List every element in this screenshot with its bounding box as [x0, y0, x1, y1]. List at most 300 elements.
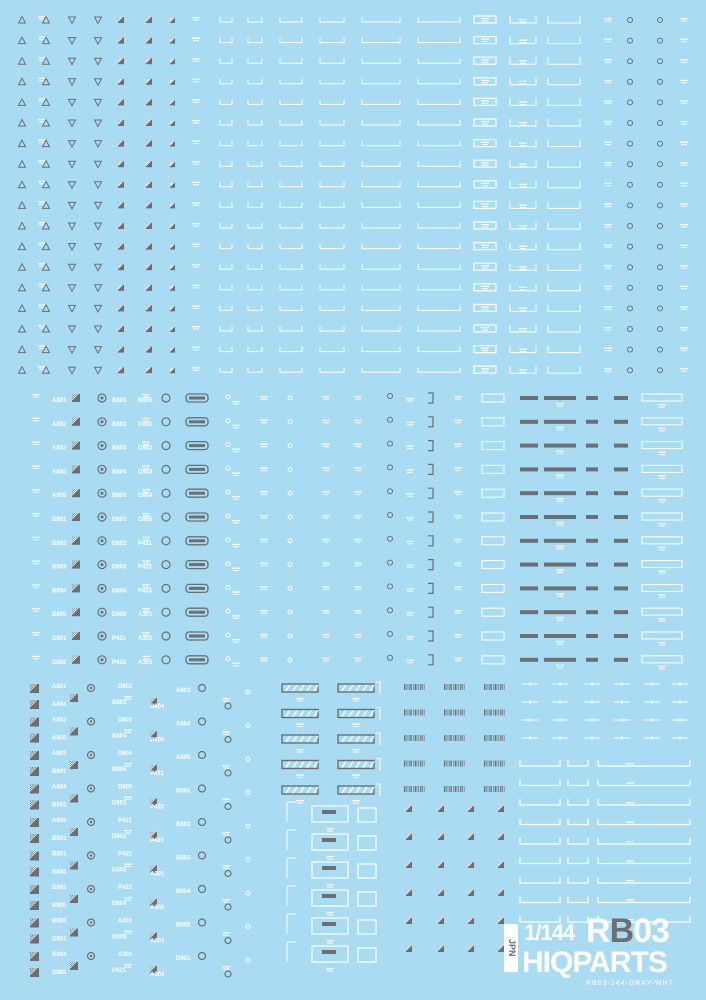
gray-strip	[520, 467, 538, 471]
micro-text	[454, 634, 462, 635]
micro-text	[519, 225, 527, 226]
barcode-bar	[424, 786, 425, 792]
bracket-mark	[280, 285, 302, 290]
hazard-stripe	[356, 787, 360, 793]
micro-text	[605, 185, 611, 186]
caution-triangle	[95, 367, 102, 374]
small-ring	[226, 538, 230, 542]
micro-text	[32, 465, 40, 466]
micro-text	[38, 263, 46, 264]
bracket-mark	[320, 202, 344, 207]
caution-triangle	[95, 244, 102, 251]
barcode-bar	[504, 786, 505, 792]
micro-text	[626, 841, 634, 842]
serial-code: D802	[118, 684, 133, 690]
serial-code: P421	[112, 636, 127, 642]
gray-strip	[520, 634, 538, 638]
micro-text	[520, 228, 526, 229]
micro-text	[232, 615, 240, 616]
barcode-bar	[424, 735, 425, 741]
roundel-mark	[658, 224, 663, 229]
bracket-mark	[362, 79, 400, 84]
bracket-mark	[548, 16, 580, 23]
bracket-mark	[548, 201, 580, 208]
barcode-bar	[404, 786, 405, 792]
roundel-mark	[628, 121, 633, 126]
micro-text	[142, 442, 150, 443]
micro-text	[407, 496, 413, 497]
micro-text	[605, 227, 611, 228]
roundel-center	[101, 492, 104, 495]
gray-strip	[544, 444, 576, 448]
micro-text	[681, 371, 687, 372]
barcode-bar	[417, 684, 418, 690]
micro-text	[192, 202, 200, 203]
barcode-bar	[417, 735, 418, 741]
roundel-mark	[199, 953, 206, 960]
micro-text	[627, 883, 633, 884]
micro-text	[454, 610, 462, 611]
barcode-bar	[498, 786, 499, 792]
micro-text	[355, 399, 361, 400]
micro-text	[261, 399, 267, 400]
gray-strip	[614, 610, 628, 614]
micro-text	[407, 448, 413, 449]
hazard-stripe	[286, 711, 290, 717]
bracket-mark	[280, 161, 302, 166]
micro-text	[605, 144, 611, 145]
bracket-mark	[220, 161, 232, 166]
barcode-bar	[446, 735, 447, 741]
micro-text	[627, 805, 633, 806]
frame-mark	[482, 465, 504, 473]
brand-code-n: 03	[633, 912, 669, 950]
micro-text	[193, 20, 199, 21]
roundel-center	[101, 611, 104, 614]
micro-text	[296, 775, 304, 776]
micro-text	[192, 326, 200, 327]
gray-strip	[544, 515, 576, 519]
micro-text	[658, 618, 666, 619]
bracket-mark	[320, 79, 344, 84]
micro-text	[658, 547, 666, 548]
bracket-mark	[362, 305, 400, 310]
micro-text	[232, 472, 240, 473]
micro-text	[605, 309, 611, 310]
micro-text	[605, 247, 611, 248]
micro-text	[519, 287, 527, 288]
micro-text	[519, 349, 527, 350]
serial-code: B801	[52, 517, 67, 523]
barcode-bar	[411, 684, 412, 690]
micro-text	[232, 401, 240, 402]
serial-code: A302	[150, 905, 165, 911]
caution-triangle	[19, 161, 26, 168]
barcode-bar	[498, 761, 499, 767]
roundel-mark	[225, 770, 231, 776]
bracket-mark	[280, 347, 302, 352]
micro-text	[481, 39, 489, 40]
micro-text	[38, 201, 46, 202]
small-ring	[246, 690, 250, 694]
bracket-mark	[280, 326, 302, 331]
barcode-bar	[413, 710, 414, 716]
micro-text	[193, 40, 199, 41]
micro-text	[556, 498, 564, 499]
gray-strip	[614, 420, 628, 424]
micro-text	[222, 866, 230, 867]
micro-text	[482, 21, 488, 22]
barcode-bar	[488, 684, 489, 690]
roundel-mark	[658, 162, 663, 167]
serial-code: D805	[150, 737, 165, 744]
barcode-bar	[502, 786, 503, 792]
bracket-mark	[248, 244, 262, 249]
bracket-mark	[248, 305, 262, 310]
micro-text	[261, 470, 267, 471]
serial-code: A303	[138, 659, 153, 666]
bracket-mark	[548, 140, 580, 147]
small-ring	[288, 396, 292, 400]
barcode-bar	[497, 761, 498, 767]
micro-text	[481, 245, 489, 246]
brand-subtitle: RB03-144-GRAY-WHT	[586, 980, 674, 987]
caution-triangle	[95, 161, 102, 168]
barcode-bar	[422, 786, 423, 792]
bracket-mark	[548, 366, 580, 373]
micro-text	[38, 98, 46, 99]
bracket-mark	[220, 202, 232, 207]
bracket-mark	[248, 223, 262, 228]
brand-country-tag: JPN	[504, 924, 518, 972]
bracket-mark	[548, 37, 580, 44]
serial-code: D803	[112, 564, 127, 571]
roundel-center	[101, 468, 104, 471]
micro-text	[326, 856, 334, 857]
micro-text	[680, 59, 688, 60]
bracket-mark	[362, 17, 400, 22]
gray-strip	[586, 396, 598, 400]
caution-triangle	[43, 37, 50, 44]
gray-strip	[520, 420, 538, 424]
bracket-mark	[220, 244, 232, 249]
barcode-bar	[449, 761, 450, 767]
bracket-mark	[362, 367, 400, 372]
roundel-mark	[225, 703, 231, 709]
micro-text	[232, 520, 240, 521]
serial-code: A804	[52, 469, 67, 476]
bracket-mark	[220, 17, 232, 22]
micro-text	[125, 699, 131, 700]
small-ring	[226, 514, 230, 518]
micro-text	[454, 563, 462, 564]
frame-mark	[474, 16, 496, 23]
hazard-stripe	[300, 711, 304, 717]
barcode-bar	[484, 786, 485, 792]
serial-code: P421	[150, 771, 165, 777]
barcode-bar	[504, 710, 505, 716]
serial-code: P423	[150, 838, 165, 844]
roundel-mark	[628, 18, 633, 23]
micro-text	[32, 513, 40, 514]
micro-text	[354, 539, 362, 540]
bracket-mark	[320, 264, 344, 269]
serial-code: B804	[52, 952, 67, 958]
roundel-mark	[658, 79, 663, 84]
micro-text	[626, 783, 634, 784]
barcode-bar	[493, 735, 494, 741]
bracket-mark	[376, 784, 380, 796]
gray-strip	[520, 610, 538, 614]
bracket-mark	[520, 799, 560, 805]
micro-text	[680, 121, 688, 122]
micro-text	[520, 83, 526, 84]
barcode-bar	[495, 710, 496, 716]
barcode-bar	[415, 710, 416, 716]
micro-text	[455, 399, 461, 400]
bracket-mark	[220, 367, 232, 372]
micro-text	[556, 617, 564, 618]
caution-triangle	[43, 17, 50, 24]
caution-triangle	[95, 120, 102, 127]
barcode-bar	[460, 684, 461, 690]
micro-text	[627, 785, 633, 786]
micro-text	[455, 565, 461, 566]
small-ring	[226, 633, 230, 637]
pill-fill	[189, 468, 205, 471]
small-ring	[246, 958, 250, 962]
barcode-bar	[497, 735, 498, 741]
micro-text	[519, 204, 527, 205]
roundel-mark	[628, 182, 633, 187]
micro-text	[233, 594, 239, 595]
bracket-mark	[220, 347, 232, 352]
micro-text	[557, 501, 563, 502]
bracket-mark	[520, 760, 560, 766]
micro-text	[481, 59, 489, 60]
micro-text	[32, 394, 40, 395]
micro-text	[520, 269, 526, 270]
serial-code: D801	[112, 517, 127, 523]
micro-text	[481, 265, 489, 266]
micro-text	[406, 493, 414, 494]
bracket-mark	[418, 38, 460, 43]
caution-triangle	[19, 37, 26, 44]
micro-text	[353, 777, 359, 778]
bracket-mark	[362, 161, 400, 166]
barcode-bar	[498, 710, 499, 716]
barcode-bar	[451, 761, 452, 767]
bracket-mark	[362, 264, 400, 269]
micro-text	[520, 289, 526, 290]
small-ring	[226, 657, 230, 661]
micro-text	[222, 832, 230, 833]
micro-text	[193, 164, 199, 165]
barcode-bar	[462, 735, 463, 741]
small-ring	[388, 417, 393, 422]
micro-text	[323, 541, 329, 542]
micro-text	[557, 620, 563, 621]
micro-text	[323, 660, 329, 661]
barcode-bar	[493, 786, 494, 792]
barcode-bar	[413, 684, 414, 690]
roundel-center	[101, 658, 104, 661]
micro-text	[556, 474, 564, 475]
micro-text	[519, 184, 527, 185]
micro-text	[407, 520, 413, 521]
barcode-bar	[451, 735, 452, 741]
barcode-bar	[495, 735, 496, 741]
micro-text	[681, 144, 687, 145]
gray-strip	[544, 563, 576, 567]
bracket-mark	[248, 79, 262, 84]
bracket-mark	[280, 141, 302, 146]
bracket-mark	[362, 223, 400, 228]
micro-text	[681, 21, 687, 22]
micro-text	[659, 502, 665, 503]
serial-code: D801	[112, 800, 127, 807]
micro-text	[454, 586, 462, 587]
small-ring	[388, 536, 393, 541]
barcode-bar	[458, 735, 459, 741]
micro-text	[124, 797, 132, 798]
barcode-bar	[411, 786, 412, 792]
micro-text	[658, 523, 666, 524]
micro-text	[481, 348, 489, 349]
micro-text	[323, 470, 329, 471]
caution-triangle	[95, 347, 102, 354]
micro-text	[232, 663, 240, 664]
caution-triangle	[69, 141, 76, 148]
micro-text	[192, 79, 200, 80]
micro-text	[297, 701, 303, 702]
bracket-mark	[220, 120, 232, 125]
micro-text	[659, 621, 665, 622]
micro-text	[33, 587, 39, 588]
micro-text	[406, 541, 414, 542]
serial-code: B804	[112, 733, 127, 740]
micro-text	[260, 634, 268, 635]
micro-text	[192, 367, 200, 368]
micro-text	[519, 266, 527, 267]
serial-code: B805	[176, 922, 191, 929]
micro-text	[680, 306, 688, 307]
roundel-mark	[658, 100, 663, 105]
hazard-stripe	[349, 762, 353, 768]
micro-text	[482, 350, 488, 351]
barcode-bar	[415, 735, 416, 741]
serial-code: P421	[138, 540, 153, 547]
micro-text	[296, 749, 304, 750]
micro-text	[192, 223, 200, 224]
micro-text	[604, 368, 612, 369]
caution-triangle	[19, 264, 26, 271]
micro-text	[659, 430, 665, 431]
caution-triangle	[69, 120, 76, 127]
micro-text	[557, 667, 563, 668]
micro-text	[260, 396, 268, 397]
roundel-mark	[162, 442, 170, 450]
micro-text	[454, 658, 462, 659]
bracket-mark	[287, 802, 296, 822]
micro-text	[223, 801, 229, 802]
micro-text	[33, 397, 39, 398]
micro-text	[193, 267, 199, 268]
serial-code: D805	[118, 784, 133, 791]
micro-text	[406, 517, 414, 518]
micro-text	[605, 41, 611, 42]
barcode-bar	[462, 761, 463, 767]
serial-code: D801	[176, 956, 191, 962]
frame-mark	[482, 561, 504, 569]
micro-text	[604, 348, 612, 349]
small-ring	[388, 584, 393, 589]
barcode-bar	[448, 710, 449, 716]
serial-code: D801	[52, 636, 67, 642]
brand-name: HIQPARTS	[522, 946, 667, 979]
serial-code: A804	[52, 702, 67, 708]
micro-text	[680, 245, 688, 246]
roundel-mark	[658, 368, 663, 373]
caution-triangle	[69, 17, 76, 24]
barcode-bar	[406, 684, 407, 690]
micro-text	[605, 330, 611, 331]
small-ring	[288, 491, 292, 495]
micro-text	[556, 451, 564, 452]
barcode-bar	[409, 735, 410, 741]
micro-text	[322, 444, 330, 445]
barcode-bar	[489, 735, 490, 741]
small-ring	[388, 513, 393, 518]
micro-text	[260, 610, 268, 611]
serial-code: B804	[52, 869, 67, 876]
bracket-mark	[248, 99, 262, 104]
micro-text	[482, 185, 488, 186]
barcode-bar	[457, 684, 458, 690]
micro-text	[680, 39, 688, 40]
gray-strip	[322, 866, 336, 870]
micro-text	[557, 453, 563, 454]
roundel-mark	[658, 285, 663, 290]
micro-text	[142, 608, 150, 609]
micro-text	[192, 285, 200, 286]
micro-text	[193, 143, 199, 144]
barcode-bar	[457, 761, 458, 767]
gray-strip	[586, 586, 598, 590]
barcode-bar	[444, 786, 445, 792]
barcode-bar	[486, 684, 487, 690]
micro-text	[322, 396, 330, 397]
roundel-mark	[658, 327, 663, 332]
micro-text	[627, 863, 633, 864]
bracket-mark	[248, 347, 262, 352]
frame-mark	[358, 892, 376, 906]
micro-text	[604, 142, 612, 143]
barcode-bar	[464, 710, 465, 716]
barcode-bar	[462, 710, 463, 716]
micro-text	[604, 162, 612, 163]
micro-text	[482, 309, 488, 310]
micro-text	[454, 396, 462, 397]
barcode-bar	[422, 761, 423, 767]
micro-text	[193, 287, 199, 288]
roundel-mark	[628, 100, 633, 105]
gray-strip	[614, 444, 628, 448]
micro-text	[626, 802, 634, 803]
frame-mark	[474, 201, 496, 208]
barcode-bar	[497, 684, 498, 690]
micro-text	[32, 442, 40, 443]
